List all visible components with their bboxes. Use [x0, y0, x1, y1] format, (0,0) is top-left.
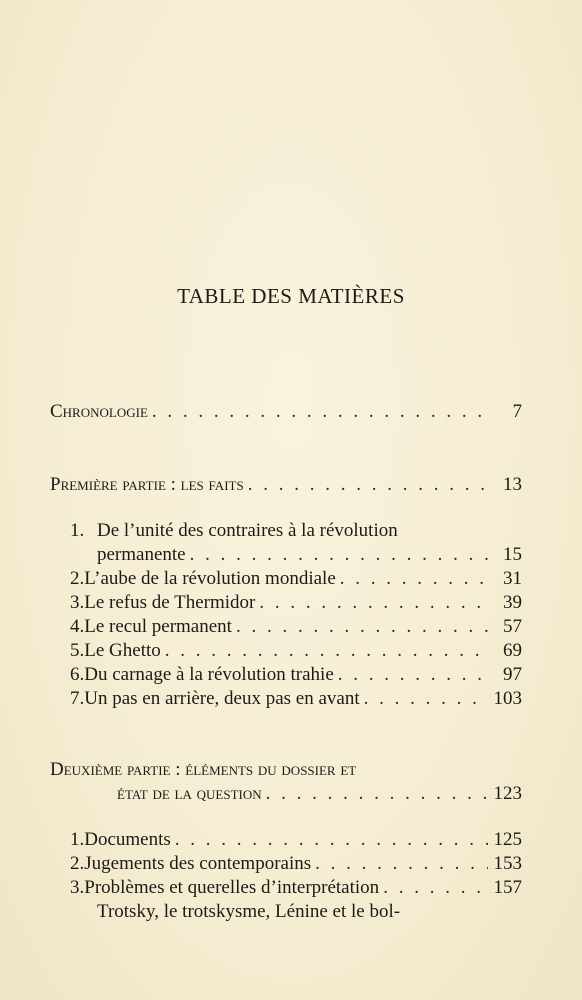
leader-dots — [190, 543, 488, 567]
toc-entry-label: Un pas en arrière, deux pas en avant — [84, 688, 360, 709]
toc-entry-partie-2-line1[interactable] — [50, 758, 356, 782]
toc-entry-label: Jugements des contemporains — [84, 853, 312, 874]
page-number: 69 — [503, 640, 522, 661]
toc-entry-p1-1-line2[interactable] — [97, 543, 522, 567]
item-number: 1. — [70, 520, 85, 541]
page-number: 125 — [493, 829, 522, 850]
leader-dots — [340, 567, 488, 591]
leader-dots — [266, 782, 488, 806]
toc-entry-p1-6[interactable] — [70, 663, 522, 687]
leader-dots — [236, 615, 488, 639]
page-number: 13 — [503, 474, 522, 495]
toc-entry-label: Trotsky, le trotskysme, Lénine et le bol- — [97, 901, 401, 922]
toc-entry-label: Chronologie — [50, 401, 148, 422]
item-number: 5. — [70, 640, 85, 661]
toc-entry-label: Le refus de Thermidor — [84, 592, 256, 613]
leader-dots — [364, 687, 488, 711]
page-number: 97 — [503, 664, 522, 685]
toc-entry-partie-1[interactable] — [50, 473, 522, 497]
toc-entry-p2-2[interactable] — [70, 852, 522, 876]
toc-entry-label: L’aube de la révolution mondiale — [84, 568, 336, 589]
toc-entry-p1-3[interactable] — [70, 591, 522, 615]
toc-entry-label: Documents — [84, 829, 171, 850]
leader-dots — [175, 828, 488, 852]
toc-entry-p1-2[interactable] — [70, 567, 522, 591]
item-number: 1. — [70, 829, 85, 850]
item-number: 3. — [70, 877, 85, 898]
page-number: 31 — [503, 568, 522, 589]
item-number: 2. — [70, 568, 85, 589]
item-number: 4. — [70, 616, 85, 637]
leader-dots — [152, 400, 488, 424]
toc-entry-label: Le recul permanent — [84, 616, 232, 637]
leader-dots — [338, 663, 488, 687]
leader-dots — [259, 591, 488, 615]
toc-entry-label: Deuxième partie : éléments du dossier et — [50, 759, 357, 780]
toc-entry-label: Problèmes et querelles d’interprétation — [84, 877, 380, 898]
item-number: 2. — [70, 853, 85, 874]
toc-entry-label: Le Ghetto — [84, 640, 161, 661]
page-number: 153 — [493, 853, 522, 874]
item-number: 7. — [70, 688, 85, 709]
item-number: 3. — [70, 592, 85, 613]
item-number: 6. — [70, 664, 85, 685]
page-number: 103 — [493, 688, 522, 709]
toc-entry-p1-7[interactable] — [70, 687, 522, 711]
toc-entry-chronologie[interactable] — [50, 400, 522, 424]
toc-entry-label: permanente — [97, 544, 186, 565]
toc-entry-p1-1-line1[interactable] — [70, 519, 398, 543]
page-number: 39 — [503, 592, 522, 613]
page-number: 57 — [503, 616, 522, 637]
toc-entry-p1-4[interactable] — [70, 615, 522, 639]
page-number: 123 — [493, 783, 522, 804]
toc-entry-p2-3[interactable] — [70, 876, 522, 900]
page-title: TABLE DES MATIÈRES — [177, 284, 405, 308]
toc-entry-p2-3-continuation — [97, 900, 400, 924]
leader-dots — [315, 852, 488, 876]
toc-entry-label: De l’unité des contraires à la révolution — [97, 520, 398, 541]
toc-entry-p1-5[interactable] — [70, 639, 522, 663]
toc-entry-partie-2-line2[interactable] — [117, 782, 522, 806]
toc-entry-label: Première partie : les faits — [50, 474, 244, 495]
page-number: 7 — [512, 401, 522, 422]
leader-dots — [165, 639, 488, 663]
toc-entry-label: Du carnage à la révolution trahie — [84, 664, 334, 685]
leader-dots — [248, 473, 488, 497]
toc-entry-label: état de la question — [117, 783, 262, 804]
page-number: 15 — [503, 544, 522, 565]
leader-dots — [383, 876, 488, 900]
toc-entry-p2-1[interactable] — [70, 828, 522, 852]
page-number: 157 — [493, 877, 522, 898]
